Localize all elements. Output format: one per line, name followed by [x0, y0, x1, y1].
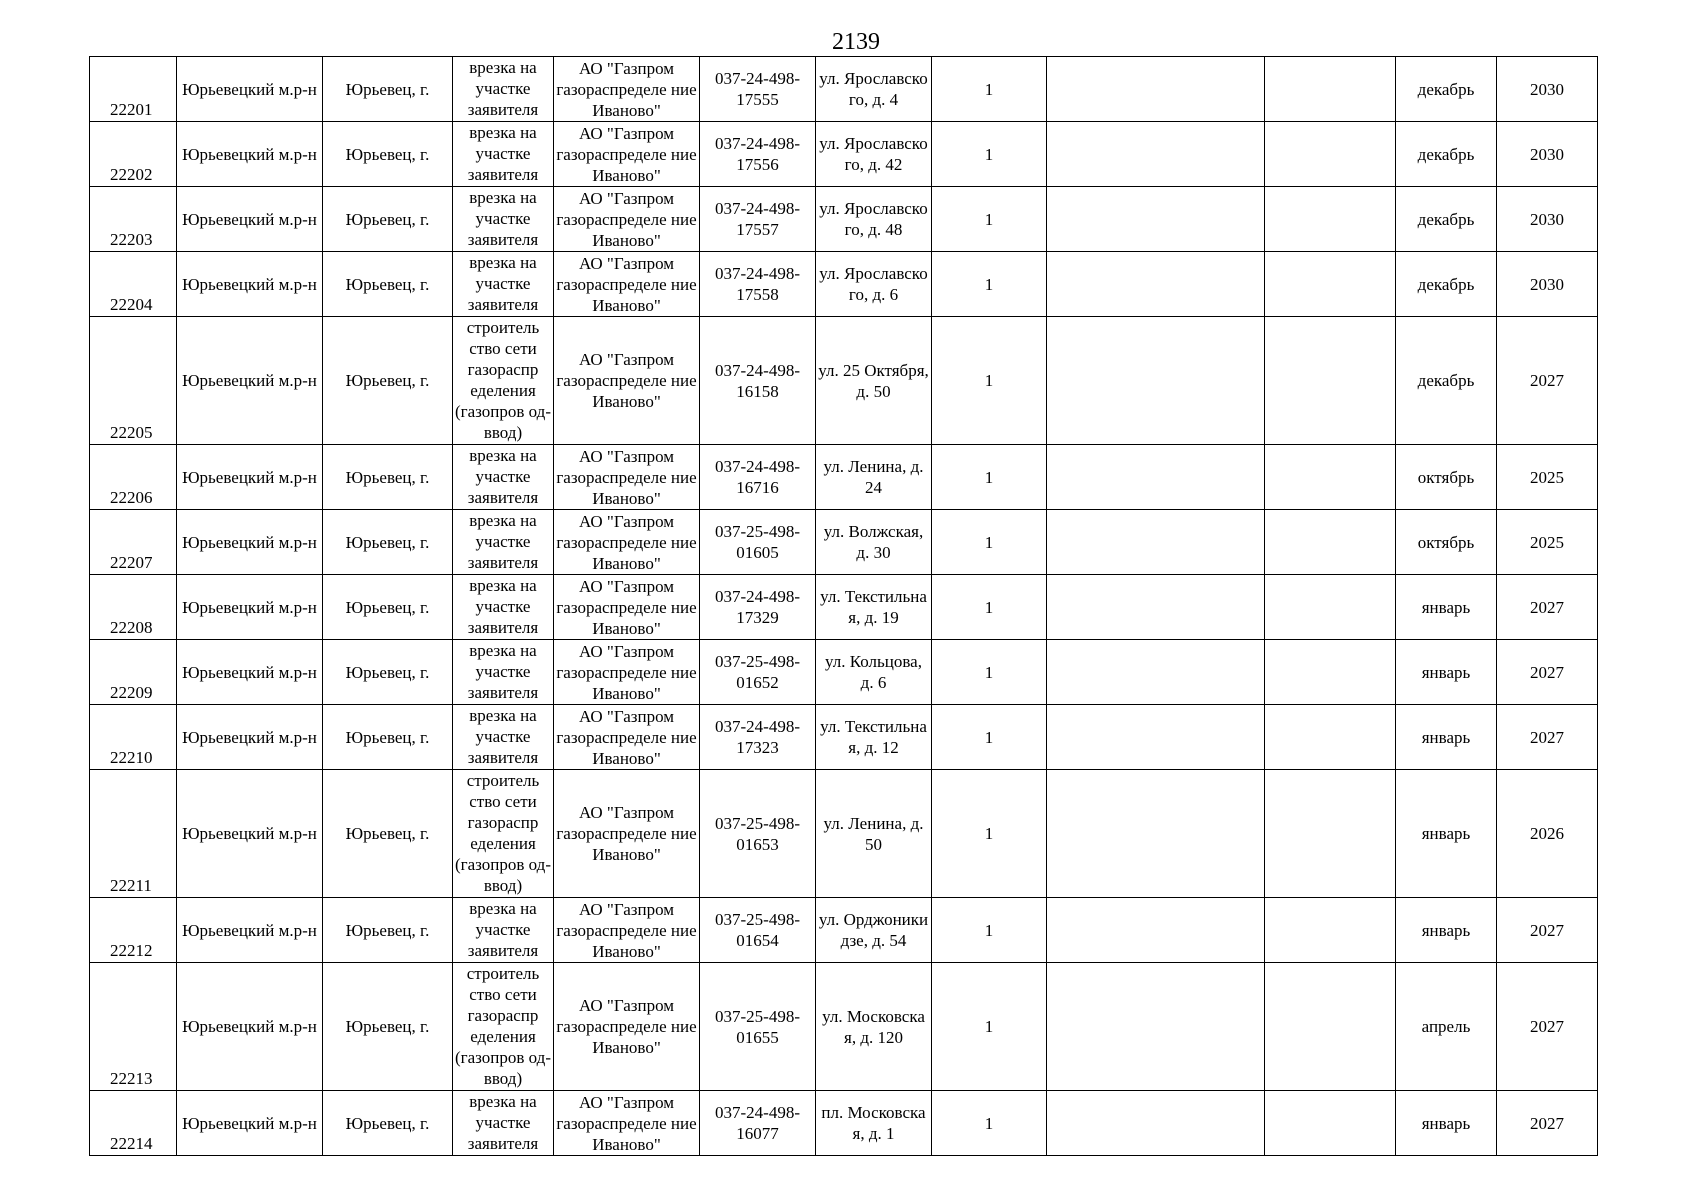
application-code-cell: 037-24-498- 17555: [700, 57, 816, 122]
quantity-cell: 1: [932, 963, 1047, 1091]
district-cell: Юрьевецкий м.р-н: [177, 252, 323, 317]
empty-cell: [1047, 705, 1265, 770]
empty-cell: [1047, 122, 1265, 187]
organization-cell: АО "Газпром газораспределе ние Иваново": [554, 963, 700, 1091]
month-cell: декабрь: [1396, 57, 1497, 122]
row-number: 22214: [90, 1091, 177, 1156]
month-cell: январь: [1396, 1091, 1497, 1156]
year-cell: 2025: [1497, 445, 1598, 510]
table-row: [90, 317, 1598, 445]
empty-cell: [1265, 445, 1396, 510]
quantity-cell: 1: [932, 187, 1047, 252]
month-cell: январь: [1396, 898, 1497, 963]
row-number: 22201: [90, 57, 177, 122]
work-type-cell: врезка на участке заявителя: [453, 510, 554, 575]
address-cell: ул. Московска я, д. 120: [816, 963, 932, 1091]
address-cell: ул. Ленина, д. 50: [816, 770, 932, 898]
district-cell: Юрьевецкий м.р-н: [177, 1091, 323, 1156]
work-type-cell: строитель ство сети газораспр еделения (газопров од-ввод): [453, 770, 554, 898]
table-row: [90, 898, 1598, 963]
application-code-cell: 037-24-498- 17557: [700, 187, 816, 252]
quantity-cell: 1: [932, 252, 1047, 317]
work-type-cell: врезка на участке заявителя: [453, 445, 554, 510]
quantity-cell: 1: [932, 122, 1047, 187]
application-code-cell: 037-25-498- 01652: [700, 640, 816, 705]
row-number: 22209: [90, 640, 177, 705]
row-number: 22202: [90, 122, 177, 187]
year-cell: 2027: [1497, 898, 1598, 963]
table-row: [90, 770, 1598, 898]
year-cell: 2030: [1497, 187, 1598, 252]
empty-cell: [1047, 445, 1265, 510]
empty-cell: [1265, 898, 1396, 963]
table-row: [90, 510, 1598, 575]
application-code-cell: 037-25-498- 01653: [700, 770, 816, 898]
application-code-cell: 037-25-498- 01605: [700, 510, 816, 575]
city-cell: Юрьевец, г.: [323, 187, 453, 252]
quantity-cell: 1: [932, 640, 1047, 705]
empty-cell: [1047, 770, 1265, 898]
work-type-cell: врезка на участке заявителя: [453, 187, 554, 252]
organization-cell: АО "Газпром газораспределе ние Иваново": [554, 898, 700, 963]
month-cell: декабрь: [1396, 122, 1497, 187]
year-cell: 2030: [1497, 57, 1598, 122]
month-cell: декабрь: [1396, 317, 1497, 445]
organization-cell: АО "Газпром газораспределе ние Иваново": [554, 705, 700, 770]
city-cell: Юрьевец, г.: [323, 252, 453, 317]
year-cell: 2025: [1497, 510, 1598, 575]
quantity-cell: 1: [932, 445, 1047, 510]
work-type-cell: врезка на участке заявителя: [453, 57, 554, 122]
work-type-cell: врезка на участке заявителя: [453, 898, 554, 963]
city-cell: Юрьевец, г.: [323, 510, 453, 575]
address-cell: ул. Ярославско го, д. 6: [816, 252, 932, 317]
address-cell: ул. Волжская, д. 30: [816, 510, 932, 575]
empty-cell: [1265, 122, 1396, 187]
quantity-cell: 1: [932, 575, 1047, 640]
table-row: [90, 57, 1598, 122]
year-cell: 2027: [1497, 575, 1598, 640]
empty-cell: [1047, 1091, 1265, 1156]
organization-cell: АО "Газпром газораспределе ние Иваново": [554, 445, 700, 510]
empty-cell: [1047, 898, 1265, 963]
row-number: 22207: [90, 510, 177, 575]
work-type-cell: врезка на участке заявителя: [453, 122, 554, 187]
address-cell: ул. Текстильна я, д. 12: [816, 705, 932, 770]
city-cell: Юрьевец, г.: [323, 445, 453, 510]
district-cell: Юрьевецкий м.р-н: [177, 575, 323, 640]
city-cell: Юрьевец, г.: [323, 317, 453, 445]
row-number: 22205: [90, 317, 177, 445]
month-cell: январь: [1396, 770, 1497, 898]
year-cell: 2027: [1497, 1091, 1598, 1156]
empty-cell: [1047, 252, 1265, 317]
empty-cell: [1265, 963, 1396, 1091]
month-cell: январь: [1396, 705, 1497, 770]
address-cell: ул. Ярославско го, д. 4: [816, 57, 932, 122]
empty-cell: [1047, 575, 1265, 640]
address-cell: ул. Ярославско го, д. 48: [816, 187, 932, 252]
work-type-cell: врезка на участке заявителя: [453, 705, 554, 770]
address-cell: ул. Текстильна я, д. 19: [816, 575, 932, 640]
row-number: 22204: [90, 252, 177, 317]
table-row: [90, 1091, 1598, 1156]
organization-cell: АО "Газпром газораспределе ние Иваново": [554, 1091, 700, 1156]
quantity-cell: 1: [932, 57, 1047, 122]
organization-cell: АО "Газпром газораспределе ние Иваново": [554, 187, 700, 252]
table-row: [90, 122, 1598, 187]
empty-cell: [1047, 57, 1265, 122]
year-cell: 2027: [1497, 705, 1598, 770]
district-cell: Юрьевецкий м.р-н: [177, 122, 323, 187]
address-cell: ул. Кольцова, д. 6: [816, 640, 932, 705]
quantity-cell: 1: [932, 705, 1047, 770]
row-number: 22210: [90, 705, 177, 770]
month-cell: январь: [1396, 575, 1497, 640]
page-number: 2139: [832, 29, 880, 55]
address-cell: ул. 25 Октября, д. 50: [816, 317, 932, 445]
application-code-cell: 037-24-498- 16716: [700, 445, 816, 510]
address-cell: пл. Московска я, д. 1: [816, 1091, 932, 1156]
row-number: 22211: [90, 770, 177, 898]
district-cell: Юрьевецкий м.р-н: [177, 640, 323, 705]
quantity-cell: 1: [932, 317, 1047, 445]
city-cell: Юрьевец, г.: [323, 963, 453, 1091]
table-row: [90, 963, 1598, 1091]
application-code-cell: 037-25-498- 01655: [700, 963, 816, 1091]
work-type-cell: строитель ство сети газораспр еделения (газопров од-ввод): [453, 317, 554, 445]
organization-cell: АО "Газпром газораспределе ние Иваново": [554, 57, 700, 122]
table-row: [90, 445, 1598, 510]
empty-cell: [1265, 575, 1396, 640]
quantity-cell: 1: [932, 1091, 1047, 1156]
organization-cell: АО "Газпром газораспределе ние Иваново": [554, 122, 700, 187]
district-cell: Юрьевецкий м.р-н: [177, 770, 323, 898]
organization-cell: АО "Газпром газораспределе ние Иваново": [554, 640, 700, 705]
application-code-cell: 037-24-498- 17556: [700, 122, 816, 187]
table-row: [90, 705, 1598, 770]
district-cell: Юрьевецкий м.р-н: [177, 57, 323, 122]
month-cell: октябрь: [1396, 445, 1497, 510]
application-code-cell: 037-25-498- 01654: [700, 898, 816, 963]
empty-cell: [1265, 317, 1396, 445]
city-cell: Юрьевец, г.: [323, 122, 453, 187]
quantity-cell: 1: [932, 770, 1047, 898]
month-cell: январь: [1396, 640, 1497, 705]
quantity-cell: 1: [932, 898, 1047, 963]
year-cell: 2026: [1497, 770, 1598, 898]
organization-cell: АО "Газпром газораспределе ние Иваново": [554, 252, 700, 317]
application-code-cell: 037-24-498- 17323: [700, 705, 816, 770]
empty-cell: [1047, 640, 1265, 705]
table-row: [90, 252, 1598, 317]
application-code-cell: 037-24-498- 17558: [700, 252, 816, 317]
empty-cell: [1047, 510, 1265, 575]
empty-cell: [1265, 640, 1396, 705]
table-row: [90, 575, 1598, 640]
row-number: 22203: [90, 187, 177, 252]
district-cell: Юрьевецкий м.р-н: [177, 510, 323, 575]
application-code-cell: 037-24-498- 16077: [700, 1091, 816, 1156]
empty-cell: [1265, 705, 1396, 770]
district-cell: Юрьевецкий м.р-н: [177, 898, 323, 963]
empty-cell: [1265, 510, 1396, 575]
row-number: 22208: [90, 575, 177, 640]
application-code-cell: 037-24-498- 16158: [700, 317, 816, 445]
empty-cell: [1265, 1091, 1396, 1156]
organization-cell: АО "Газпром газораспределе ние Иваново": [554, 770, 700, 898]
address-cell: ул. Ленина, д. 24: [816, 445, 932, 510]
year-cell: 2030: [1497, 252, 1598, 317]
city-cell: Юрьевец, г.: [323, 898, 453, 963]
district-cell: Юрьевецкий м.р-н: [177, 963, 323, 1091]
empty-cell: [1047, 963, 1265, 1091]
row-number: 22212: [90, 898, 177, 963]
month-cell: декабрь: [1396, 187, 1497, 252]
city-cell: Юрьевец, г.: [323, 57, 453, 122]
table-row: [90, 640, 1598, 705]
table-row: [90, 187, 1598, 252]
city-cell: Юрьевец, г.: [323, 705, 453, 770]
work-type-cell: врезка на участке заявителя: [453, 575, 554, 640]
empty-cell: [1047, 317, 1265, 445]
month-cell: октябрь: [1396, 510, 1497, 575]
empty-cell: [1265, 252, 1396, 317]
district-cell: Юрьевецкий м.р-н: [177, 705, 323, 770]
year-cell: 2030: [1497, 122, 1598, 187]
row-number: 22213: [90, 963, 177, 1091]
month-cell: декабрь: [1396, 252, 1497, 317]
city-cell: Юрьевец, г.: [323, 575, 453, 640]
empty-cell: [1047, 187, 1265, 252]
application-code-cell: 037-24-498- 17329: [700, 575, 816, 640]
work-type-cell: врезка на участке заявителя: [453, 252, 554, 317]
address-cell: ул. Ярославско го, д. 42: [816, 122, 932, 187]
quantity-cell: 1: [932, 510, 1047, 575]
organization-cell: АО "Газпром газораспределе ние Иваново": [554, 575, 700, 640]
row-number: 22206: [90, 445, 177, 510]
month-cell: апрель: [1396, 963, 1497, 1091]
empty-cell: [1265, 187, 1396, 252]
year-cell: 2027: [1497, 963, 1598, 1091]
year-cell: 2027: [1497, 640, 1598, 705]
city-cell: Юрьевец, г.: [323, 1091, 453, 1156]
work-type-cell: врезка на участке заявителя: [453, 1091, 554, 1156]
district-cell: Юрьевецкий м.р-н: [177, 187, 323, 252]
empty-cell: [1265, 57, 1396, 122]
connections-table: [89, 56, 1598, 1156]
address-cell: ул. Орджоники дзе, д. 54: [816, 898, 932, 963]
city-cell: Юрьевец, г.: [323, 770, 453, 898]
city-cell: Юрьевец, г.: [323, 640, 453, 705]
work-type-cell: строитель ство сети газораспр еделения (газопров од-ввод): [453, 963, 554, 1091]
work-type-cell: врезка на участке заявителя: [453, 640, 554, 705]
organization-cell: АО "Газпром газораспределе ние Иваново": [554, 317, 700, 445]
organization-cell: АО "Газпром газораспределе ние Иваново": [554, 510, 700, 575]
empty-cell: [1265, 770, 1396, 898]
year-cell: 2027: [1497, 317, 1598, 445]
district-cell: Юрьевецкий м.р-н: [177, 317, 323, 445]
district-cell: Юрьевецкий м.р-н: [177, 445, 323, 510]
